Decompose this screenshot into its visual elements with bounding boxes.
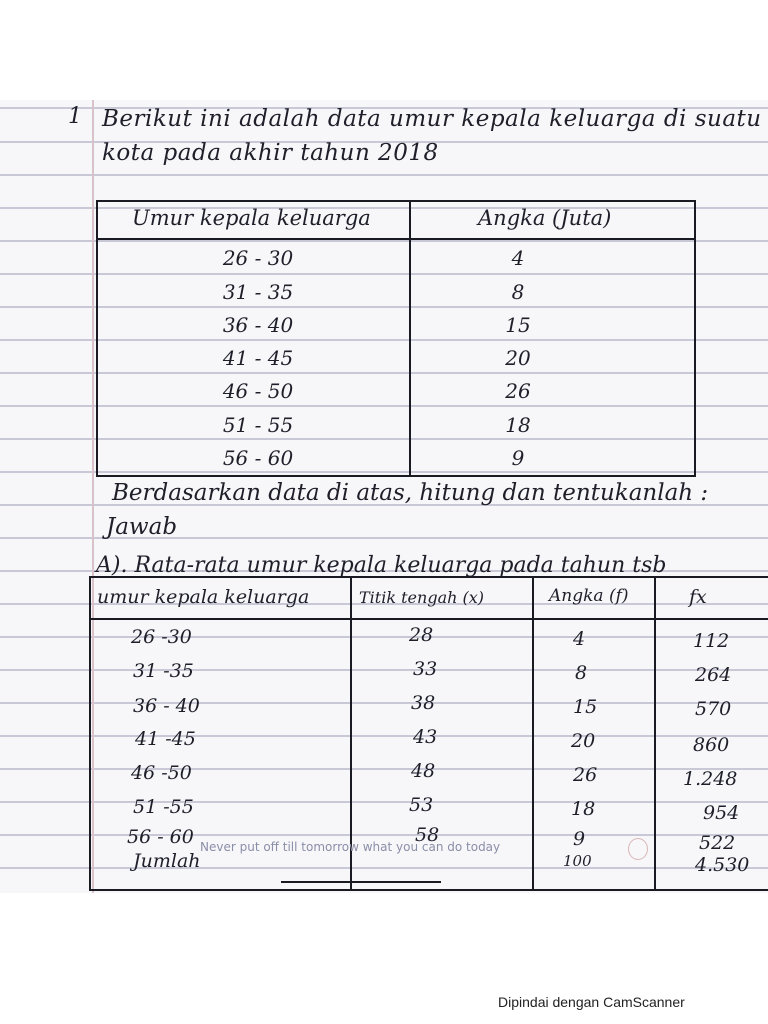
total-label: Jumlah — [133, 850, 201, 872]
table-row-value: 15 — [505, 313, 531, 337]
row-range: 56 - 60 — [127, 826, 194, 848]
notebook-watermark: Never put off till tomorrow what you can do today — [200, 840, 501, 854]
row-fx: 264 — [695, 664, 732, 686]
table-row-range: 36 - 40 — [222, 313, 294, 337]
row-frequency: 26 — [573, 764, 598, 786]
row-fx: 954 — [703, 802, 740, 824]
table-row-range: 51 - 55 — [222, 413, 294, 437]
row-range: 41 -45 — [135, 728, 196, 750]
table-row-range: 41 - 45 — [222, 346, 294, 370]
question-text-line-1: Berikut ini adalah data umur kepala keluarga di suatu — [102, 106, 762, 132]
row-range: 31 -35 — [133, 660, 194, 682]
instruction-line-1: Berdasarkan data di atas, hitung dan tentukanlah : — [112, 480, 709, 506]
table-row-value: 18 — [505, 413, 531, 437]
table-row-range: 46 - 50 — [222, 379, 294, 403]
task-a-heading: A). Rata-rata umur kepala keluarga pada tahun tsb — [96, 553, 667, 578]
row-fx: 1.248 — [683, 768, 738, 790]
column-divider — [532, 578, 534, 889]
total-frequency: 100 — [563, 852, 592, 870]
table-row-range: 31 - 35 — [222, 280, 294, 304]
header-count: Angka (Juta) — [478, 206, 612, 230]
table-row-value: 9 — [511, 446, 525, 470]
row-frequency: 18 — [571, 798, 596, 820]
row-range: 26 -30 — [131, 626, 192, 648]
table-row-range: 26 - 30 — [222, 246, 294, 270]
table-row-range: 56 - 60 — [222, 446, 294, 470]
table-row-value: 8 — [511, 280, 525, 304]
row-midpoint: 38 — [411, 692, 436, 714]
header-age: Umur kepala keluarga — [132, 206, 371, 230]
row-range: 51 -55 — [133, 796, 194, 818]
row-midpoint: 28 — [409, 624, 434, 646]
instruction-line-2: Jawab — [106, 514, 178, 540]
column-divider — [654, 578, 656, 889]
header-frequency: Angka (f) — [549, 586, 629, 606]
watermark-logo — [628, 838, 648, 860]
header-divider — [91, 618, 768, 620]
total-fx: 4.530 — [695, 854, 750, 876]
column-divider — [409, 202, 411, 475]
row-fx: 860 — [693, 734, 730, 756]
row-range: 46 -50 — [131, 762, 192, 784]
data-table — [96, 200, 696, 477]
row-midpoint: 53 — [409, 794, 434, 816]
total-underline — [281, 881, 441, 883]
row-frequency: 20 — [571, 730, 596, 752]
row-midpoint: 58 — [415, 824, 440, 846]
row-midpoint: 48 — [411, 760, 436, 782]
header-fx: fx — [689, 586, 707, 608]
row-midpoint: 43 — [413, 726, 438, 748]
table-row-value: 4 — [511, 246, 525, 270]
scanner-footer: Dipindai dengan CamScanner — [498, 994, 685, 1010]
question-number: 1 — [68, 104, 82, 129]
table-row-value: 26 — [505, 379, 531, 403]
row-fx: 522 — [699, 832, 736, 854]
row-frequency: 4 — [573, 628, 586, 650]
header-divider — [98, 238, 694, 240]
row-frequency: 8 — [575, 662, 588, 684]
row-fx: 570 — [695, 698, 732, 720]
header-age: umur kepala keluarga — [97, 586, 310, 608]
question-text-line-2: kota pada akhir tahun 2018 — [102, 140, 439, 166]
row-fx: 112 — [693, 630, 730, 652]
table-row-value: 20 — [505, 346, 531, 370]
row-range: 36 - 40 — [133, 695, 200, 717]
row-midpoint: 33 — [413, 658, 438, 680]
row-frequency: 15 — [573, 696, 598, 718]
header-midpoint: Titik tengah (x) — [359, 588, 484, 607]
row-frequency: 9 — [573, 828, 586, 850]
